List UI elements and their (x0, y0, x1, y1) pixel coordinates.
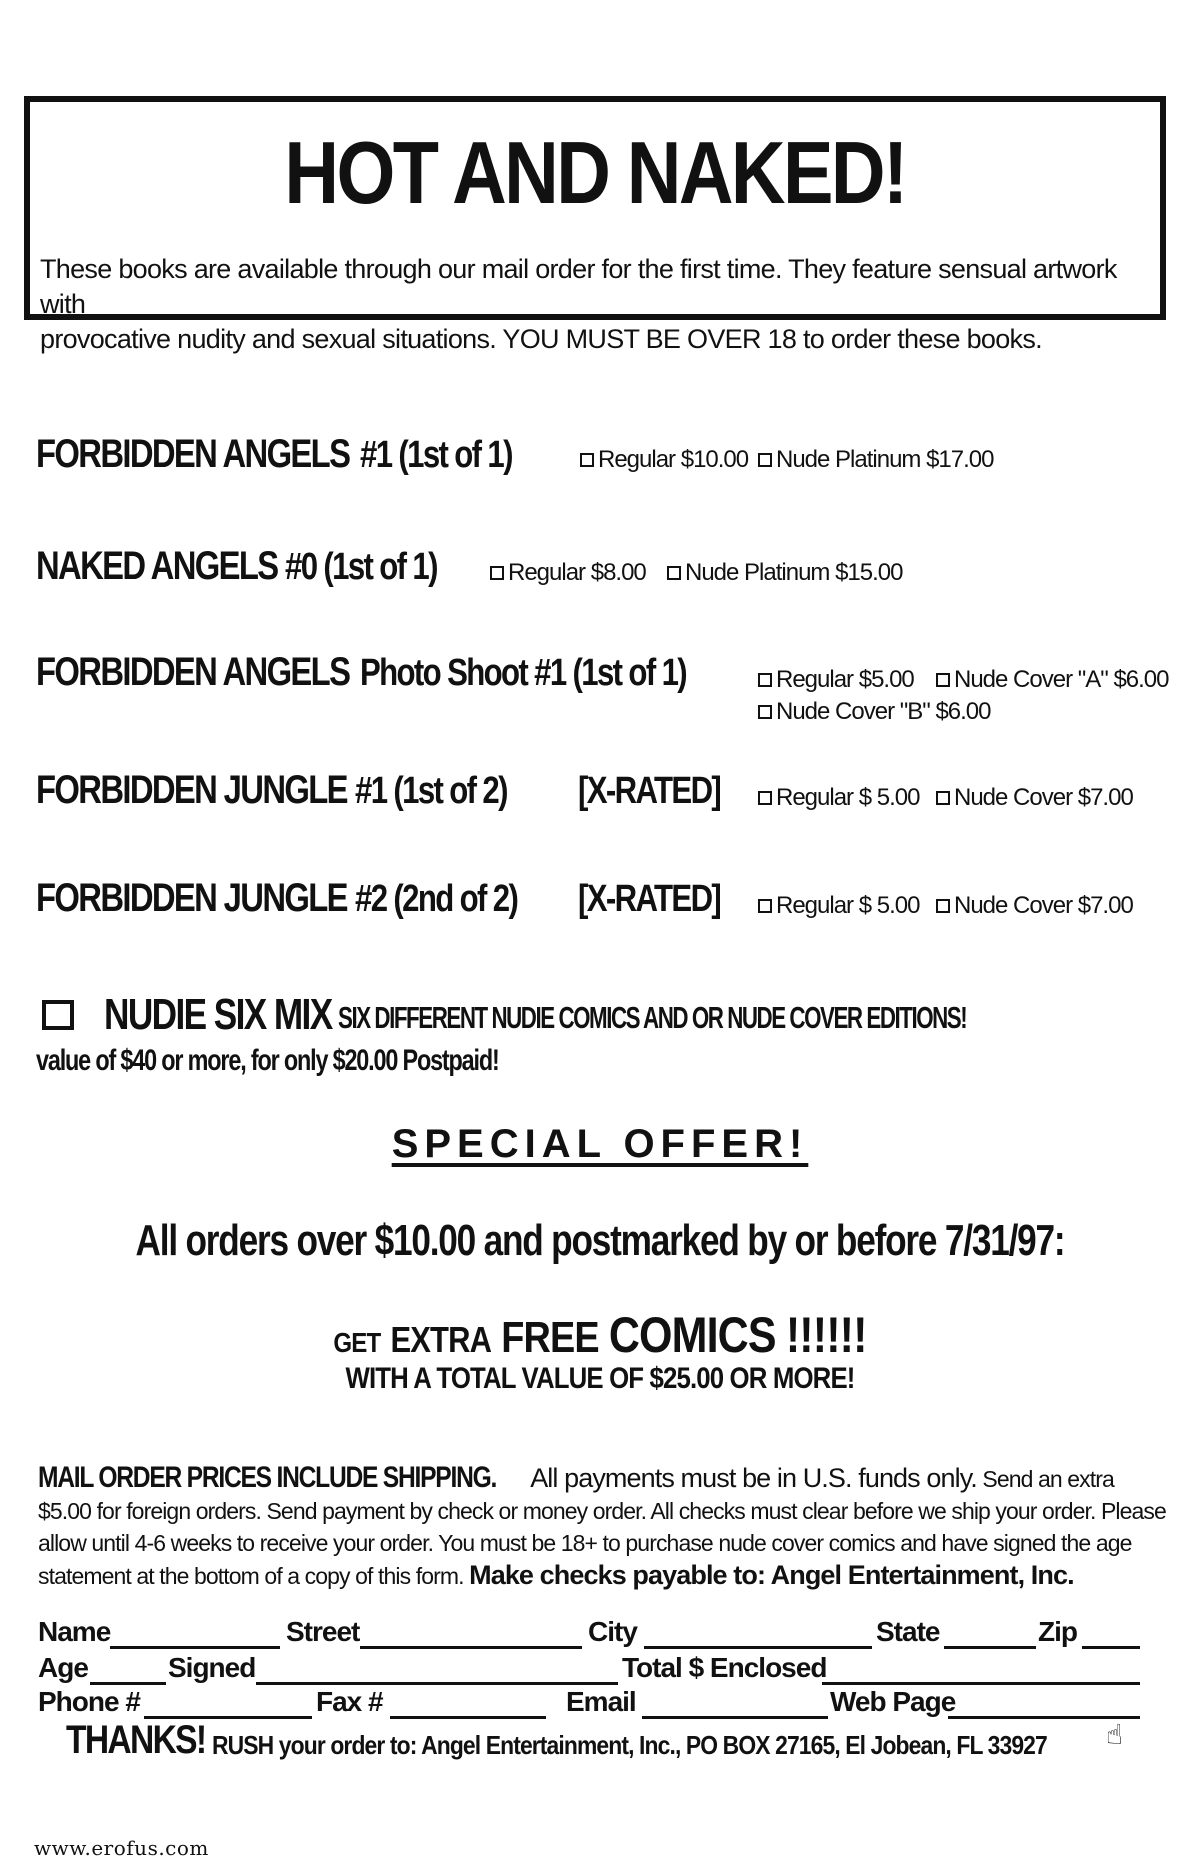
special-offer-heading: SPECIAL OFFER! (391, 1122, 809, 1166)
product-issue: #1 (1st of 2) (355, 770, 507, 812)
nudie-six-mix-value: value of $40 or more, for only $20.00 Postpaid! (36, 1044, 499, 1077)
offer-conditions: All orders over $10.00 and postmarked by or before 7/31/97: (135, 1216, 1065, 1265)
mailing-address: RUSH your order to: Angel Entertainment, Inc., PO BOX 27165, El Jobean, FL 33927 (212, 1730, 1047, 1760)
checkbox[interactable] (758, 899, 772, 913)
option-nude-platinum[interactable]: Nude Platinum $17.00 (758, 446, 994, 474)
zip-label: Zip (1038, 1616, 1077, 1647)
name-field[interactable] (110, 1646, 280, 1649)
street-field[interactable] (360, 1646, 582, 1649)
thanks-text: THANKS! (66, 1718, 206, 1762)
rating-badge: [X-RATED] (578, 878, 721, 920)
product-issue: Photo Shoot #1 (1st of 1) (360, 652, 687, 694)
option-nude-cover-a[interactable]: Nude Cover "A" $6.00 (936, 666, 1169, 694)
option-regular[interactable]: Regular $ 5.00 (758, 892, 919, 920)
city-field[interactable] (644, 1646, 872, 1649)
product-title: FORBIDDEN JUNGLE (36, 876, 347, 920)
intro-line-2: provocative nudity and sexual situations. YOU MUST BE OVER 18 to order these books. (40, 324, 1042, 354)
product-issue: #2 (2nd of 2) (355, 878, 518, 920)
signed-label: Signed (168, 1652, 256, 1683)
option-regular[interactable]: Regular $10.00 (580, 446, 748, 474)
checkbox[interactable] (758, 791, 772, 805)
checkbox[interactable] (936, 673, 950, 687)
total-enclosed-label: Total $ Enclosed (622, 1652, 827, 1683)
state-label: State (876, 1616, 940, 1647)
checkbox[interactable] (758, 705, 772, 719)
total-value-note: WITH A TOTAL VALUE OF $25.00 OR MORE! (345, 1362, 855, 1395)
watermark: www.erofus.com (34, 1836, 209, 1860)
option-regular[interactable]: Regular $5.00 (758, 666, 914, 694)
nudie-six-mix-checkbox[interactable] (42, 1000, 74, 1030)
checkbox[interactable] (490, 566, 504, 580)
payable-to: Make checks payable to: Angel Entertainment, Inc. (469, 1560, 1074, 1590)
web-page-label: Web Page (830, 1686, 956, 1717)
fax-label: Fax # (316, 1686, 383, 1717)
free-comics-banner: GET EXTRA FREE COMICS !!!!!! (333, 1307, 867, 1363)
mail-order-heading: MAIL ORDER PRICES INCLUDE SHIPPING. (38, 1461, 497, 1494)
product-title: FORBIDDEN ANGELS (36, 432, 350, 476)
rating-badge: [X-RATED] (578, 770, 721, 812)
intro-line-1: These books are available through our mail order for the first time. They feature sensual artwork with (40, 254, 1117, 319)
fax-field[interactable] (390, 1716, 546, 1719)
mail-order-terms: MAIL ORDER PRICES INCLUDE SHIPPING. All payments must be in U.S. funds only. Send an extra $5.00 for foreign orders. Send payment by check or money order. All checks must clear before we ship your order. Please allow until 4-6 weeks to receive your order. You must be 18+ to purchase nude cover comics and have signed the age statement at the bottom of a copy of this form. Make checks payable to: Angel Entertainment, Inc. (38, 1461, 1166, 1590)
zip-field[interactable] (1082, 1646, 1140, 1649)
signed-field[interactable] (256, 1682, 618, 1685)
headline: HOT AND NAKED! (284, 123, 906, 222)
intro-text (40, 252, 1154, 357)
option-regular[interactable]: Regular $8.00 (490, 559, 646, 587)
option-nude-cover[interactable]: Nude Cover $7.00 (936, 892, 1133, 920)
age-label: Age (38, 1652, 88, 1683)
checkbox[interactable] (758, 673, 772, 687)
product-title: NAKED ANGELS (36, 544, 278, 588)
checkbox[interactable] (580, 453, 594, 467)
product-issue: #0 (1st of 1) (285, 546, 437, 588)
checkbox[interactable] (667, 566, 681, 580)
pointing-hand-icon: ☝ (1106, 1719, 1124, 1750)
header-box (24, 96, 1166, 354)
checkbox[interactable] (936, 899, 950, 913)
option-regular[interactable]: Regular $ 5.00 (758, 784, 919, 812)
email-label: Email (566, 1686, 636, 1717)
total-enclosed-field[interactable] (822, 1682, 1140, 1685)
email-field[interactable] (642, 1716, 828, 1719)
option-nude-cover[interactable]: Nude Cover $7.00 (936, 784, 1133, 812)
nudie-six-mix-title: NUDIE SIX MIX (104, 990, 332, 1039)
option-nude-platinum[interactable]: Nude Platinum $15.00 (667, 559, 903, 587)
age-field[interactable] (90, 1682, 166, 1685)
product-issue: #1 (1st of 1) (360, 434, 512, 476)
city-label: City (588, 1616, 637, 1647)
option-nude-cover-b[interactable]: Nude Cover "B" $6.00 (758, 698, 991, 726)
state-field[interactable] (944, 1646, 1036, 1649)
street-label: Street (286, 1616, 360, 1647)
checkbox[interactable] (936, 791, 950, 805)
checkbox[interactable] (758, 453, 772, 467)
nudie-six-mix-description: SIX DIFFERENT NUDIE COMICS AND OR NUDE COVER EDITIONS! (338, 1000, 967, 1035)
phone-label: Phone # (38, 1686, 140, 1717)
product-title: FORBIDDEN JUNGLE (36, 768, 347, 812)
product-title: FORBIDDEN ANGELS (36, 650, 350, 694)
name-label: Name (38, 1616, 111, 1647)
